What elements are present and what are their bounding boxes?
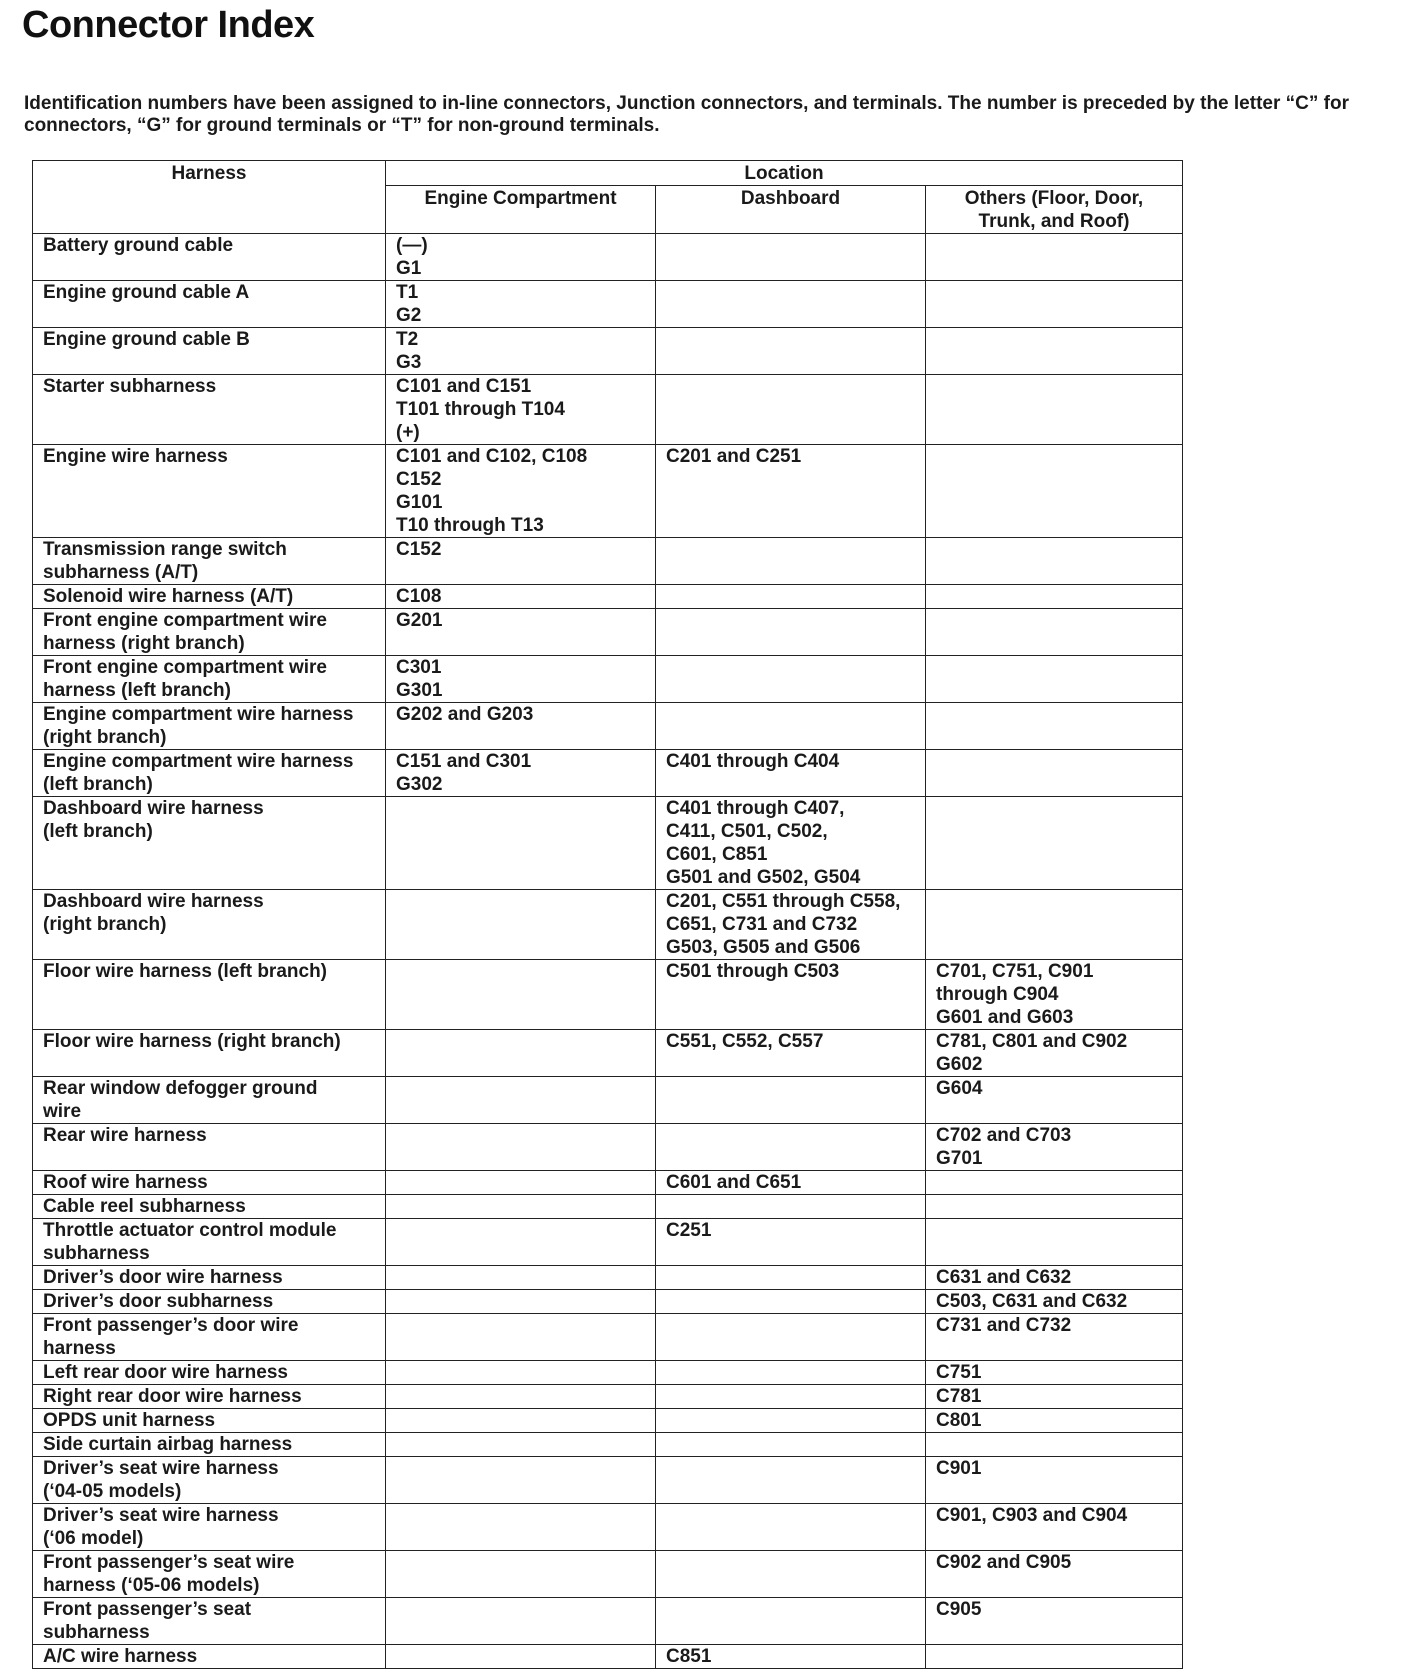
others-cell xyxy=(926,1290,1183,1314)
dashboard-cell xyxy=(656,703,926,750)
harness-cell-line: Roof wire harness xyxy=(43,1172,208,1193)
table-row xyxy=(33,234,1183,281)
table-row xyxy=(33,538,1183,585)
table-row xyxy=(33,1385,1183,1409)
harness-cell-line: Engine compartment wire harness xyxy=(43,751,354,772)
dashboard-cell-line: C411, C501, C502, xyxy=(666,821,828,842)
dashboard-cell-line: C251 xyxy=(666,1220,712,1241)
others-cell xyxy=(926,1504,1183,1551)
engine-compartment-cell-line: G2 xyxy=(396,305,422,326)
engine-compartment-cell xyxy=(386,703,656,750)
engine-compartment-cell xyxy=(386,1124,656,1171)
dashboard-cell xyxy=(656,1266,926,1290)
dashboard-cell-line: G503, G505 and G506 xyxy=(666,937,861,958)
harness-cell xyxy=(33,797,386,890)
dashboard-cell-line: C601 and C651 xyxy=(666,1172,802,1193)
others-cell xyxy=(926,538,1183,585)
others-cell xyxy=(926,960,1183,1030)
engine-compartment-cell-line: C108 xyxy=(396,586,442,607)
engine-compartment-cell-line: G202 and G203 xyxy=(396,704,534,725)
engine-compartment-cell xyxy=(386,797,656,890)
engine-compartment-cell xyxy=(386,960,656,1030)
harness-cell-line: Driver’s seat wire harness xyxy=(43,1505,279,1526)
harness-cell-line: Dashboard wire harness xyxy=(43,891,264,912)
harness-cell xyxy=(33,1077,386,1124)
table-row xyxy=(33,585,1183,609)
harness-cell-line: Battery ground cable xyxy=(43,235,234,256)
harness-cell xyxy=(33,1433,386,1457)
harness-cell xyxy=(33,1314,386,1361)
others-cell xyxy=(926,1551,1183,1598)
engine-compartment-cell xyxy=(386,1171,656,1195)
dashboard-cell xyxy=(656,328,926,375)
engine-compartment-cell xyxy=(386,1030,656,1077)
engine-compartment-cell xyxy=(386,234,656,281)
table-row xyxy=(33,1598,1183,1645)
engine-compartment-cell-line: G301 xyxy=(396,680,443,701)
harness-cell-line: wire xyxy=(43,1101,82,1122)
dashboard-cell xyxy=(656,1504,926,1551)
engine-compartment-cell-line: G3 xyxy=(396,352,422,373)
engine-compartment-cell xyxy=(386,1598,656,1645)
others-cell-line: G604 xyxy=(936,1078,983,1099)
engine-compartment-cell-line: G1 xyxy=(396,258,422,279)
engine-compartment-cell xyxy=(386,1551,656,1598)
engine-compartment-cell-line: C301 xyxy=(396,657,442,678)
others-cell xyxy=(926,703,1183,750)
harness-cell-line: (‘06 model) xyxy=(43,1528,144,1549)
table-row xyxy=(33,1266,1183,1290)
engine-compartment-cell xyxy=(386,281,656,328)
harness-cell-line: Engine ground cable A xyxy=(43,282,250,303)
harness-cell xyxy=(33,890,386,960)
harness-cell-line: Engine compartment wire harness xyxy=(43,704,354,725)
harness-cell-line: Throttle actuator control module xyxy=(43,1220,337,1241)
table-row xyxy=(33,1409,1183,1433)
table-row xyxy=(33,1219,1183,1266)
harness-cell xyxy=(33,1457,386,1504)
others-cell xyxy=(926,1195,1183,1219)
harness-cell-line: Driver’s door wire harness xyxy=(43,1267,283,1288)
harness-cell-line: Dashboard wire harness xyxy=(43,798,264,819)
others-cell xyxy=(926,890,1183,960)
harness-cell-line: Driver’s door subharness xyxy=(43,1291,274,1312)
engine-compartment-cell xyxy=(386,750,656,797)
others-cell xyxy=(926,375,1183,445)
table-row xyxy=(33,328,1183,375)
others-cell-line: G602 xyxy=(936,1054,983,1075)
dashboard-cell xyxy=(656,1385,926,1409)
engine-compartment-cell xyxy=(386,328,656,375)
table-row xyxy=(33,1030,1183,1077)
table-row xyxy=(33,445,1183,538)
harness-cell xyxy=(33,1645,386,1669)
dashboard-cell-line: C851 xyxy=(666,1646,712,1667)
table-row xyxy=(33,1551,1183,1598)
harness-cell-line: Front passenger’s seat wire xyxy=(43,1552,295,1573)
dashboard-header: Dashboard xyxy=(656,186,926,234)
table-row xyxy=(33,1195,1183,1219)
others-cell-line: C781 xyxy=(936,1386,982,1407)
dashboard-cell xyxy=(656,1290,926,1314)
engine-compartment-cell xyxy=(386,1195,656,1219)
others-cell xyxy=(926,1219,1183,1266)
harness-cell-line: subharness xyxy=(43,1622,150,1643)
others-cell xyxy=(926,1598,1183,1645)
engine-compartment-cell-line: (—) xyxy=(396,235,428,256)
dashboard-cell xyxy=(656,585,926,609)
others-cell-line: C901 xyxy=(936,1458,982,1479)
others-cell xyxy=(926,656,1183,703)
table-row xyxy=(33,750,1183,797)
engine-compartment-cell xyxy=(386,538,656,585)
harness-cell xyxy=(33,1030,386,1077)
harness-cell xyxy=(33,1551,386,1598)
dashboard-cell-line: G501 and G502, G504 xyxy=(666,867,861,888)
harness-cell-line: Floor wire harness (left branch) xyxy=(43,961,327,982)
engine-compartment-cell xyxy=(386,1645,656,1669)
dashboard-cell xyxy=(656,1361,926,1385)
others-cell xyxy=(926,1314,1183,1361)
others-cell-line: C781, C801 and C902 xyxy=(936,1031,1128,1052)
others-cell xyxy=(926,797,1183,890)
dashboard-cell xyxy=(656,538,926,585)
dashboard-cell xyxy=(656,281,926,328)
others-cell-line: G601 and G603 xyxy=(936,1007,1074,1028)
harness-cell-line: subharness xyxy=(43,1243,150,1264)
harness-cell xyxy=(33,1290,386,1314)
engine-compartment-cell-line: T10 through T13 xyxy=(396,515,544,536)
table-row xyxy=(33,1077,1183,1124)
others-cell xyxy=(926,1433,1183,1457)
harness-cell-line: harness (‘05-06 models) xyxy=(43,1575,260,1596)
table-row xyxy=(33,797,1183,890)
harness-cell-line: Engine ground cable B xyxy=(43,329,250,350)
harness-cell-line: Front passenger’s seat xyxy=(43,1599,252,1620)
harness-cell-line: Right rear door wire harness xyxy=(43,1386,302,1407)
others-cell-line: G701 xyxy=(936,1148,983,1169)
engine-compartment-cell xyxy=(386,1290,656,1314)
harness-cell-line: Cable reel subharness xyxy=(43,1196,246,1217)
engine-compartment-header: Engine Compartment xyxy=(386,186,656,234)
engine-compartment-cell xyxy=(386,1361,656,1385)
table-row xyxy=(33,890,1183,960)
dashboard-cell xyxy=(656,1171,926,1195)
table-row xyxy=(33,960,1183,1030)
others-cell xyxy=(926,234,1183,281)
dashboard-cell xyxy=(656,1314,926,1361)
engine-compartment-cell xyxy=(386,1219,656,1266)
table-row xyxy=(33,1290,1183,1314)
table-row xyxy=(33,1361,1183,1385)
engine-compartment-cell-line: C151 and C301 xyxy=(396,751,532,772)
engine-compartment-cell xyxy=(386,585,656,609)
table-row xyxy=(33,1504,1183,1551)
harness-cell-line: Floor wire harness (right branch) xyxy=(43,1031,341,1052)
engine-compartment-cell-line: C101 and C151 xyxy=(396,376,532,397)
harness-cell-line: Front engine compartment wire xyxy=(43,657,327,678)
others-cell-line: C801 xyxy=(936,1410,982,1431)
engine-compartment-cell xyxy=(386,1314,656,1361)
harness-cell-line: Engine wire harness xyxy=(43,446,228,467)
harness-cell-line: Side curtain airbag harness xyxy=(43,1434,293,1455)
others-cell-line: C751 xyxy=(936,1362,982,1383)
engine-compartment-cell xyxy=(386,1266,656,1290)
others-cell-line: C631 and C632 xyxy=(936,1267,1072,1288)
harness-cell xyxy=(33,703,386,750)
harness-cell-line: harness (left branch) xyxy=(43,680,231,701)
engine-compartment-cell-line: G101 xyxy=(396,492,443,513)
harness-cell xyxy=(33,375,386,445)
dashboard-cell xyxy=(656,797,926,890)
others-cell xyxy=(926,1385,1183,1409)
harness-cell xyxy=(33,1361,386,1385)
harness-cell-line: Left rear door wire harness xyxy=(43,1362,288,1383)
engine-compartment-cell xyxy=(386,445,656,538)
dashboard-cell xyxy=(656,1645,926,1669)
dashboard-cell xyxy=(656,1124,926,1171)
engine-compartment-cell-line: T2 xyxy=(396,329,419,350)
dashboard-cell xyxy=(656,1077,926,1124)
table-body xyxy=(33,234,1183,1669)
others-cell xyxy=(926,750,1183,797)
dashboard-cell xyxy=(656,1219,926,1266)
engine-compartment-cell-line: G302 xyxy=(396,774,443,795)
others-cell xyxy=(926,1266,1183,1290)
dashboard-cell-line: C501 through C503 xyxy=(666,961,840,982)
harness-cell xyxy=(33,1266,386,1290)
table-row xyxy=(33,1171,1183,1195)
dashboard-cell xyxy=(656,445,926,538)
harness-cell xyxy=(33,538,386,585)
others-cell-line: C702 and C703 xyxy=(936,1125,1072,1146)
harness-cell-line: (left branch) xyxy=(43,821,153,842)
engine-compartment-cell xyxy=(386,1457,656,1504)
others-cell xyxy=(926,1077,1183,1124)
harness-cell-line: OPDS unit harness xyxy=(43,1410,216,1431)
others-cell-line: C905 xyxy=(936,1599,982,1620)
harness-cell xyxy=(33,585,386,609)
engine-compartment-cell-line: C101 and C102, C108 xyxy=(396,446,588,467)
harness-cell xyxy=(33,1219,386,1266)
others-cell-line: through C904 xyxy=(936,984,1059,1005)
harness-cell-line: A/C wire harness xyxy=(43,1646,198,1667)
others-cell xyxy=(926,1361,1183,1385)
harness-cell xyxy=(33,1171,386,1195)
engine-compartment-cell-line: C152 xyxy=(396,539,442,560)
harness-cell-line: subharness (A/T) xyxy=(43,562,199,583)
engine-compartment-cell xyxy=(386,1077,656,1124)
table-row xyxy=(33,1433,1183,1457)
page-title: Connector Index xyxy=(22,4,315,46)
harness-cell xyxy=(33,328,386,375)
table-row xyxy=(33,1314,1183,1361)
others-cell-line: C901, C903 and C904 xyxy=(936,1505,1128,1526)
harness-cell-line: (left branch) xyxy=(43,774,153,795)
harness-cell xyxy=(33,1195,386,1219)
harness-cell-line: Front passenger’s door wire xyxy=(43,1315,299,1336)
dashboard-cell xyxy=(656,234,926,281)
others-cell xyxy=(926,1124,1183,1171)
engine-compartment-cell-line: T1 xyxy=(396,282,419,303)
dashboard-cell-line: C201 and C251 xyxy=(666,446,802,467)
dashboard-cell xyxy=(656,1598,926,1645)
engine-compartment-cell-line: (+) xyxy=(396,422,420,443)
dashboard-cell-line: C551, C552, C557 xyxy=(666,1031,824,1052)
harness-cell xyxy=(33,609,386,656)
harness-cell-line: (‘04-05 models) xyxy=(43,1481,182,1502)
harness-cell xyxy=(33,750,386,797)
engine-compartment-cell-line: C152 xyxy=(396,469,442,490)
harness-cell-line: Driver’s seat wire harness xyxy=(43,1458,279,1479)
dashboard-cell-line: C401 through C407, xyxy=(666,798,845,819)
others-cell xyxy=(926,1645,1183,1669)
table-row xyxy=(33,656,1183,703)
dashboard-cell xyxy=(656,1551,926,1598)
table-row xyxy=(33,281,1183,328)
table-row xyxy=(33,703,1183,750)
harness-cell xyxy=(33,234,386,281)
harness-cell-line: harness (right branch) xyxy=(43,633,245,654)
others-cell-line: C731 and C732 xyxy=(936,1315,1072,1336)
others-cell xyxy=(926,328,1183,375)
dashboard-cell xyxy=(656,1457,926,1504)
table-row xyxy=(33,1645,1183,1669)
harness-cell-line: harness xyxy=(43,1338,116,1359)
table-row xyxy=(33,1457,1183,1504)
engine-compartment-cell xyxy=(386,890,656,960)
harness-cell xyxy=(33,656,386,703)
harness-cell-line: Transmission range switch xyxy=(43,539,287,560)
dashboard-cell xyxy=(656,656,926,703)
engine-compartment-cell xyxy=(386,609,656,656)
others-cell xyxy=(926,1171,1183,1195)
dashboard-cell-line: C651, C731 and C732 xyxy=(666,914,858,935)
harness-header: Harness xyxy=(33,161,386,234)
intro-paragraph: Identification numbers have been assigned to in-line connectors, Junction connectors, and terminals. The number is preceded by the letter “C” for connectors, “G” for ground terminals or “T” for non-ground terminals. xyxy=(24,93,1349,136)
harness-cell-line: Solenoid wire harness (A/T) xyxy=(43,586,294,607)
dashboard-cell xyxy=(656,890,926,960)
others-header: Others (Floor, Door, Trunk, and Roof) xyxy=(926,186,1183,234)
others-cell xyxy=(926,1409,1183,1433)
harness-cell-line: Starter subharness xyxy=(43,376,217,397)
dashboard-cell-line: C601, C851 xyxy=(666,844,768,865)
engine-compartment-cell-line: T101 through T104 xyxy=(396,399,565,420)
dashboard-cell xyxy=(656,1409,926,1433)
dashboard-cell xyxy=(656,1030,926,1077)
others-cell-line: C701, C751, C901 xyxy=(936,961,1094,982)
dashboard-cell xyxy=(656,750,926,797)
table-row xyxy=(33,375,1183,445)
engine-compartment-cell-line: G201 xyxy=(396,610,443,631)
harness-cell-line: (right branch) xyxy=(43,914,167,935)
dashboard-cell-line: C401 through C404 xyxy=(666,751,840,772)
harness-cell xyxy=(33,1385,386,1409)
others-cell xyxy=(926,445,1183,538)
others-cell xyxy=(926,585,1183,609)
engine-compartment-cell xyxy=(386,1433,656,1457)
others-cell-line: C503, C631 and C632 xyxy=(936,1291,1128,1312)
header-row-top xyxy=(33,161,1183,186)
dashboard-cell xyxy=(656,375,926,445)
harness-cell xyxy=(33,1409,386,1433)
location-header: Location xyxy=(386,161,1183,186)
engine-compartment-cell xyxy=(386,656,656,703)
engine-compartment-cell xyxy=(386,1385,656,1409)
dashboard-cell xyxy=(656,609,926,656)
engine-compartment-cell xyxy=(386,1409,656,1433)
harness-cell-line: Rear window defogger ground xyxy=(43,1078,318,1099)
dashboard-cell xyxy=(656,1433,926,1457)
harness-cell xyxy=(33,1504,386,1551)
harness-cell-line: Rear wire harness xyxy=(43,1125,207,1146)
others-cell-line: C902 and C905 xyxy=(936,1552,1072,1573)
others-cell xyxy=(926,1457,1183,1504)
others-cell xyxy=(926,1030,1183,1077)
dashboard-cell xyxy=(656,1195,926,1219)
harness-cell xyxy=(33,281,386,328)
engine-compartment-cell xyxy=(386,375,656,445)
table-row xyxy=(33,609,1183,656)
dashboard-cell-line: C201, C551 through C558, xyxy=(666,891,901,912)
harness-cell-line: (right branch) xyxy=(43,727,167,748)
others-cell xyxy=(926,609,1183,656)
engine-compartment-cell xyxy=(386,1504,656,1551)
harness-cell xyxy=(33,1598,386,1645)
harness-cell xyxy=(33,960,386,1030)
table-row xyxy=(33,1124,1183,1171)
dashboard-cell xyxy=(656,960,926,1030)
harness-cell-line: Front engine compartment wire xyxy=(43,610,327,631)
harness-cell xyxy=(33,445,386,538)
others-cell xyxy=(926,281,1183,328)
harness-cell xyxy=(33,1124,386,1171)
connector-index-table xyxy=(32,160,1183,1669)
